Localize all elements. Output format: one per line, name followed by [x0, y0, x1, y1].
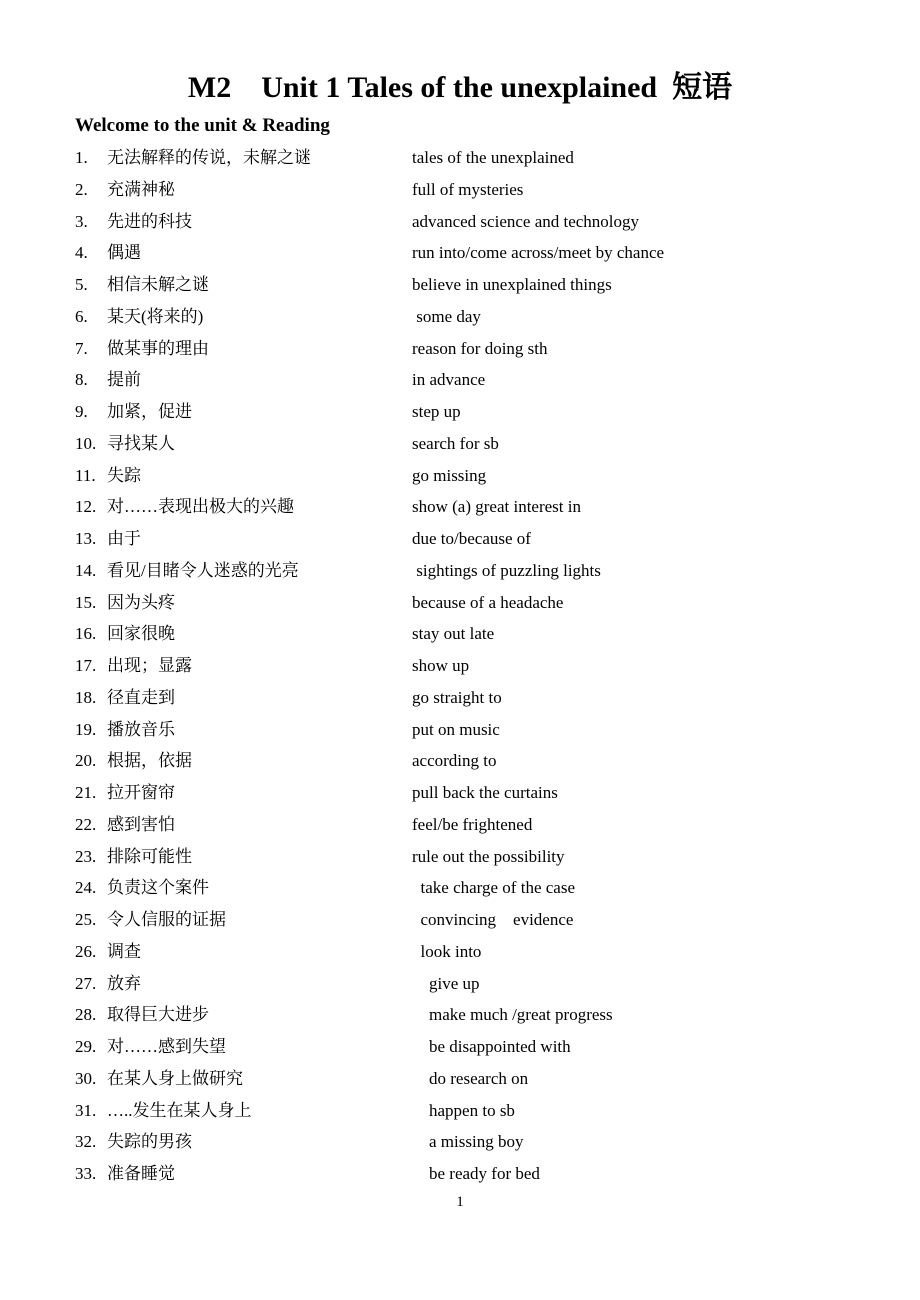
page-title: M2 Unit 1 Tales of the unexplained 短语 [187, 71, 733, 104]
phrase-english: be ready for bed [412, 1164, 540, 1183]
phrase-chinese: 令人信服的证据 [107, 910, 226, 929]
phrase-number: 3. [75, 211, 88, 231]
phrase-english: happen to sb [412, 1100, 515, 1120]
phrase-number: 8. [75, 370, 88, 390]
phrase-row [75, 174, 855, 206]
phrase-english: reason for doing sth [412, 338, 548, 358]
phrase-number: 5. [75, 275, 88, 294]
phrase-english: due to/because of [412, 529, 531, 548]
phrase-row [75, 841, 855, 873]
phrase-row [75, 745, 855, 777]
phrase-number: 4. [75, 243, 88, 263]
phrase-english: give up [412, 973, 480, 993]
phrase-row [75, 1095, 855, 1127]
phrase-chinese: 做某事的理由 [107, 338, 209, 358]
phrase-row [75, 269, 855, 301]
phrase-chinese: 相信未解之谜 [107, 275, 209, 294]
phrase-chinese: 先进的科技 [107, 211, 192, 231]
phrase-row [75, 1158, 855, 1190]
phrase-row [75, 301, 855, 333]
section-heading: Welcome to the unit & Reading [75, 115, 330, 136]
phrase-english: pull back the curtains [412, 783, 558, 802]
phrase-chinese: 放弃 [107, 973, 141, 993]
phrase-english: advanced science and technology [412, 211, 640, 231]
phrase-list [75, 142, 855, 1190]
phrase-english: show (a) great interest in [412, 497, 581, 517]
phrase-english: go straight to [412, 687, 502, 707]
phrase-chinese: 加紧，促进 [107, 402, 192, 421]
phrase-row [75, 618, 855, 650]
phrase-row [75, 333, 855, 365]
phrase-row [75, 1126, 855, 1158]
phrase-chinese: 径直走到 [107, 687, 175, 707]
phrase-number: 11. [75, 465, 96, 485]
phrase-number: 1. [75, 148, 88, 167]
phrase-chinese: 对……感到失望 [107, 1037, 226, 1056]
phrase-english: sightings of puzzling lights [412, 560, 601, 580]
phrase-number: 19. [75, 719, 97, 739]
phrase-chinese: 偶遇 [107, 243, 141, 263]
phrase-chinese: 由于 [107, 529, 141, 548]
phrase-chinese: 准备睡觉 [107, 1164, 175, 1183]
phrase-row [75, 714, 855, 746]
phrase-row [75, 809, 855, 841]
phrase-number: 18. [75, 687, 97, 707]
phrase-english: go missing [412, 465, 487, 485]
phrase-number: 28. [75, 1005, 97, 1025]
phrase-row [75, 428, 855, 460]
phrase-number: 9. [75, 402, 88, 421]
phrase-number: 7. [75, 338, 88, 358]
phrase-english: stay out late [412, 624, 495, 644]
phrase-row [75, 872, 855, 904]
phrase-row [75, 777, 855, 809]
phrase-chinese: 对……表现出极大的兴趣 [107, 497, 294, 517]
phrase-english: search for sb [412, 433, 499, 453]
phrase-english: full of mysteries [412, 179, 524, 199]
phrase-row [75, 142, 855, 174]
phrase-english: because of a headache [412, 592, 564, 612]
phrase-chinese: 无法解释的传说，未解之谜 [107, 148, 311, 167]
phrase-number: 13. [75, 529, 97, 548]
phrase-row [75, 206, 855, 238]
phrase-english: believe in unexplained things [412, 275, 612, 294]
phrase-number: 20. [75, 751, 97, 771]
phrase-english: do research on [412, 1068, 529, 1088]
phrase-number: 15. [75, 592, 97, 612]
phrase-row [75, 460, 855, 492]
phrase-number: 26. [75, 941, 97, 961]
phrase-row [75, 237, 855, 269]
phrase-english: convincing evidence [412, 910, 574, 929]
phrase-number: 21. [75, 783, 97, 802]
phrase-chinese: 某天(将来的) [107, 306, 204, 326]
phrase-number: 30. [75, 1068, 97, 1088]
phrase-chinese: 根据，依据 [107, 751, 192, 771]
phrase-chinese: …..发生在某人身上 [107, 1100, 252, 1120]
phrase-chinese: 取得巨大进步 [107, 1005, 209, 1025]
phrase-chinese: 充满神秘 [107, 179, 175, 199]
phrase-number: 32. [75, 1132, 97, 1152]
phrase-english: feel/be frightened [412, 814, 533, 834]
phrase-number: 25. [75, 910, 97, 929]
phrase-chinese: 播放音乐 [107, 719, 175, 739]
phrase-row [75, 650, 855, 682]
phrase-number: 2. [75, 179, 88, 199]
phrase-english: according to [412, 751, 497, 771]
phrase-english: tales of the unexplained [412, 148, 574, 167]
phrase-row [75, 491, 855, 523]
phrase-row [75, 364, 855, 396]
phrase-number: 24. [75, 878, 97, 898]
phrase-row [75, 587, 855, 619]
phrase-chinese: 负责这个案件 [107, 878, 209, 898]
phrase-english: show up [412, 656, 470, 675]
phrase-english: run into/come across/meet by chance [412, 243, 665, 263]
phrase-number: 14. [75, 560, 97, 580]
phrase-english: look into [412, 941, 482, 961]
phrase-chinese: 感到害怕 [107, 814, 175, 834]
page-number: 1 [456, 1194, 464, 1210]
phrase-number: 12. [75, 497, 97, 517]
phrase-chinese: 在某人身上做研究 [107, 1068, 243, 1088]
phrase-chinese: 拉开窗帘 [107, 783, 175, 802]
phrase-english: take charge of the case [412, 878, 575, 898]
phrase-chinese: 失踪的男孩 [107, 1132, 192, 1152]
phrase-english: be disappointed with [412, 1037, 571, 1056]
phrase-chinese: 调查 [107, 941, 141, 961]
phrase-number: 16. [75, 624, 97, 644]
phrase-number: 29. [75, 1037, 97, 1056]
phrase-row [75, 999, 855, 1031]
phrase-chinese: 提前 [107, 370, 141, 390]
phrase-row [75, 936, 855, 968]
phrase-row [75, 523, 855, 555]
phrase-english: in advance [412, 370, 486, 390]
phrase-row [75, 904, 855, 936]
phrase-english: some day [412, 306, 481, 326]
phrase-number: 17. [75, 656, 97, 675]
phrase-row [75, 396, 855, 428]
phrase-number: 10. [75, 433, 97, 453]
phrase-chinese: 因为头疼 [107, 592, 175, 612]
phrase-row [75, 968, 855, 1000]
phrase-chinese: 看见/目睹令人迷惑的光亮 [107, 560, 299, 580]
phrase-number: 33. [75, 1164, 97, 1183]
phrase-number: 31. [75, 1100, 97, 1120]
phrase-english: put on music [412, 719, 500, 739]
phrase-row [75, 682, 855, 714]
phrase-row [75, 1063, 855, 1095]
phrase-english: make much /great progress [412, 1005, 613, 1025]
phrase-row [75, 555, 855, 587]
phrase-english: rule out the possibility [412, 846, 565, 866]
phrase-number: 23. [75, 846, 97, 866]
phrase-number: 22. [75, 814, 97, 834]
phrase-number: 6. [75, 306, 88, 326]
phrase-row [75, 1031, 855, 1063]
phrase-chinese: 排除可能性 [107, 846, 192, 866]
phrase-english: a missing boy [412, 1132, 524, 1152]
phrase-english: step up [412, 402, 461, 421]
phrase-chinese: 失踪 [107, 465, 141, 485]
phrase-number: 27. [75, 973, 97, 993]
phrase-chinese: 出现；显露 [107, 656, 192, 675]
phrase-chinese: 寻找某人 [107, 433, 175, 453]
phrase-chinese: 回家很晚 [107, 624, 175, 644]
